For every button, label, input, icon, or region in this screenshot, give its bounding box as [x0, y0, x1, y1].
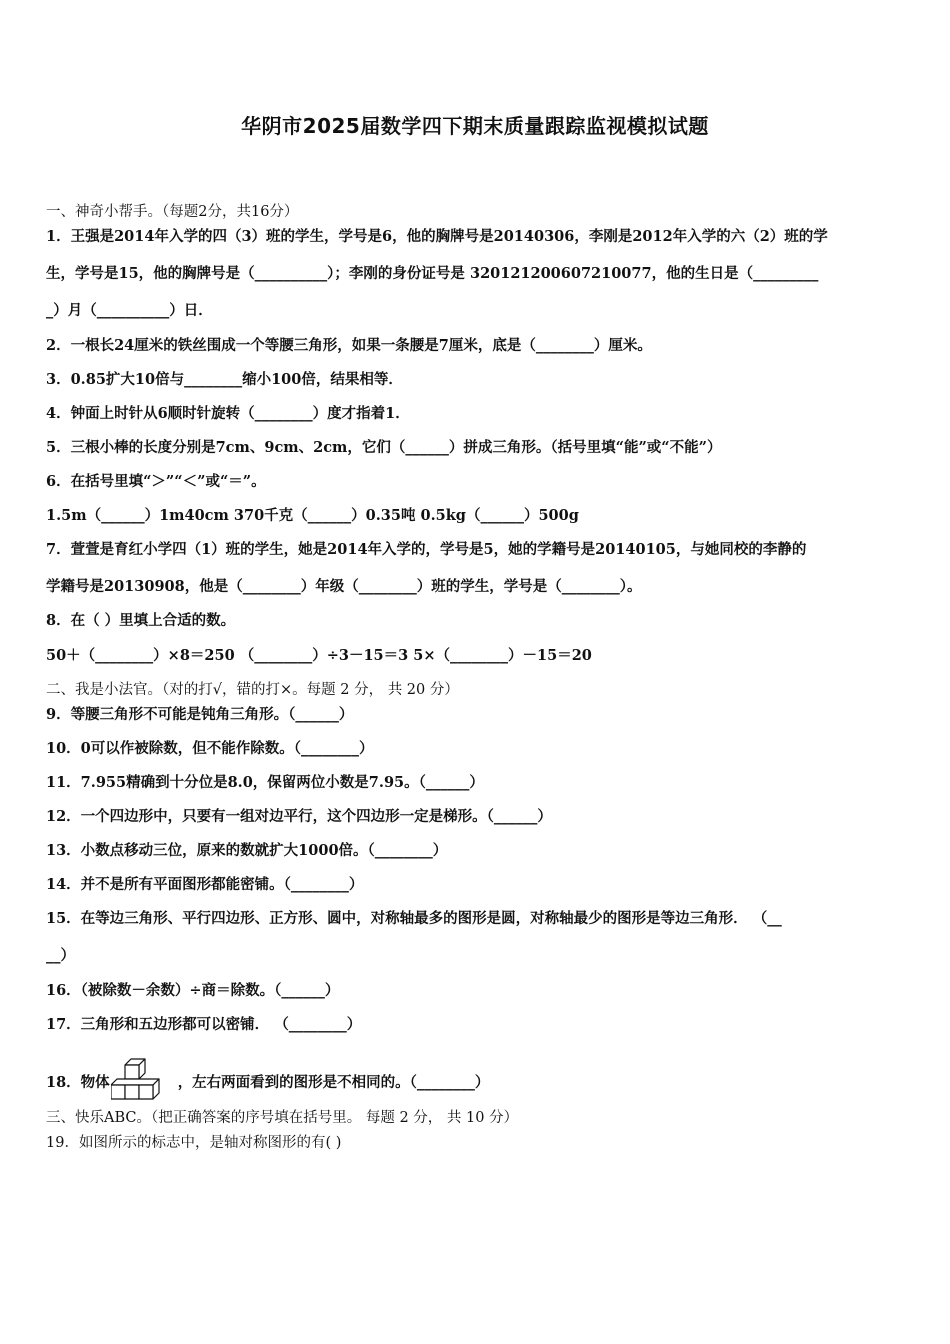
question-16: 16．（被除数－余数）÷商＝除数。（______） — [46, 982, 340, 999]
question-7-line-2: 学籍号是20130908，他是（________）年级（________）班的学生，学号是（________）。 — [46, 578, 642, 595]
question-9: 9．等腰三角形不可能是钝角三角形。（______） — [46, 706, 354, 723]
question-13: 13．小数点移动三位，原来的数就扩大1000倍。（________） — [46, 842, 448, 859]
question-14: 14．并不是所有平面图形都能密铺。（________） — [46, 876, 364, 893]
question-18-prefix: 18．物体 — [46, 1074, 110, 1091]
question-4: 4．钟面上时针从6顺时针旋转（________）度才指着1． — [46, 405, 410, 422]
question-15-line-2: __） — [46, 947, 75, 964]
question-18 — [46, 1061, 489, 1105]
question-17: 17．三角形和五边形都可以密铺． （________） — [46, 1016, 362, 1033]
section-2-heading: 二、我是小法官。（对的打√，错的打×。每题 2 分， 共 20 分） — [46, 682, 459, 698]
question-11: 11．7.955精确到十分位是8.0，保留两位小数是7.95。（______） — [46, 774, 484, 791]
question-8-items: 50＋（________）×8＝250 （________）÷3－15＝3 5×（________）－15＝20 — [46, 647, 592, 664]
question-6: 6．在括号里填“＞”“＜”或“＝”。 — [46, 473, 266, 490]
question-1-line-1: 1．王强是2014年入学的四（3）班的学生，学号是6，他的胸牌号是20140306，李刚是2012年入学的六（2）班的学 — [46, 228, 828, 245]
question-6-items: 1.5m（______）1m40cm 370千克（______）0.35吨 0.5kg（______）500g — [46, 507, 579, 524]
question-1-line-3: _）月（__________）日． — [46, 302, 213, 319]
question-3: 3．0.85扩大10倍与________缩小100倍，结果相等． — [46, 371, 403, 388]
question-7-line-1: 7．萱萱是育红小学四（1）班的学生，她是2014年入学的，学号是5，她的学籍号是20140105，与她同校的李静的 — [46, 541, 807, 558]
question-15-line-1: 15．在等边三角形、平行四边形、正方形、圆中，对称轴最多的图形是圆，对称轴最少的图形是等边三角形． （__ — [46, 910, 782, 927]
question-2: 2．一根长24厘米的铁丝围成一个等腰三角形，如果一条腰是7厘米，底是（________）厘米。 — [46, 337, 652, 354]
section-3-heading: 三、快乐ABC。（把正确答案的序号填在括号里。 每题 2 分， 共 10 分） — [46, 1110, 519, 1126]
section-1-heading: 一、神奇小帮手。（每题2分，共16分） — [46, 204, 299, 220]
question-5: 5．三根小棒的长度分别是7cm、9cm、2cm，它们（______）拼成三角形。（括号里填“能”或“不能”） — [46, 439, 722, 456]
question-18-suffix: ，左右两面看到的图形是不相同的。（________） — [177, 1074, 490, 1091]
question-1-line-2: 生，学号是15，他的胸牌号是（__________）；李刚的身份证号是 320121200607210077，他的生日是（_________ — [46, 265, 819, 282]
question-12: 12．一个四边形中，只要有一组对边平行，这个四边形一定是梯形。（______） — [46, 808, 552, 825]
cube-figure — [111, 1057, 177, 1101]
page-title: 华阴市2025届数学四下期末质量跟踪监视模拟试题 — [241, 114, 709, 138]
question-19: 19．如图所示的标志中，是轴对称图形的有( ) — [46, 1135, 342, 1151]
question-8: 8．在（ ）里填上合适的数。 — [46, 612, 236, 629]
question-10: 10．0可以作被除数，但不能作除数。（________） — [46, 740, 374, 757]
